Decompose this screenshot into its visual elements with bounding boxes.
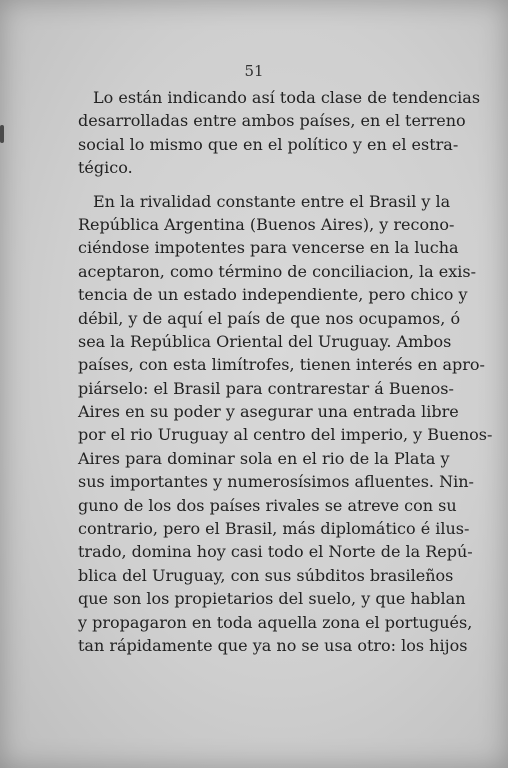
margin-mark bbox=[0, 125, 4, 143]
text-line: por el rio Uruguay al centro del imperio, y Buenos- bbox=[78, 425, 493, 445]
text-line: trado, domina hoy casi todo el Norte de la Repú- bbox=[78, 542, 473, 562]
text-line: Aires en su poder y asegurar una entrada libre bbox=[78, 402, 459, 422]
text-line: tencia de un estado independiente, pero chico y bbox=[78, 285, 468, 305]
text-line: piárselo: el Brasil para contrarestar á Buenos- bbox=[78, 378, 454, 398]
page-number: 51 bbox=[244, 62, 264, 80]
text-line: Aires para dominar sola en el rio de la Plata y bbox=[78, 448, 450, 468]
text-line: países, con esta limítrofes, tienen interés en apro- bbox=[78, 355, 485, 375]
text-line: contrario, pero el Brasil, más diplomático é ilus- bbox=[78, 519, 470, 539]
text-line: Lo están indicando así toda clase de tendencias bbox=[93, 88, 481, 107]
text-line: República Argentina (Buenos Aires), y recono- bbox=[78, 214, 455, 234]
text-line: blica del Uruguay, con sus súbditos brasileños bbox=[78, 565, 454, 585]
text-line: guno de los dos países rivales se atreve con su bbox=[78, 495, 457, 515]
text-line: sus importantes y numerosísimos afluentes. Nin- bbox=[78, 472, 474, 492]
paragraph-gap bbox=[78, 180, 416, 190]
text-line: tan rápidamente que ya no se usa otro: los hijos bbox=[78, 635, 468, 655]
text-line: tégico. bbox=[78, 158, 133, 178]
text-line: sea la República Oriental del Uruguay. Ambos bbox=[78, 331, 452, 351]
text-line: En la rivalidad constante entre el Brasil y la bbox=[93, 191, 451, 211]
text-line: ciéndose impotentes para vencerse en la lucha bbox=[78, 238, 459, 258]
text-line: que son los propietarios del suelo, y que hablan bbox=[78, 589, 466, 609]
body-text bbox=[78, 86, 493, 657]
text-line: social lo mismo que en el político y en el estra- bbox=[78, 134, 459, 154]
text-line: aceptaron, como término de conciliacion, la exis- bbox=[78, 261, 476, 281]
text-line: y propagaron en toda aquella zona el portugués, bbox=[78, 612, 473, 632]
text-line: débil, y de aquí el país de que nos ocupamos, ó bbox=[78, 308, 461, 328]
text-line: desarrolladas entre ambos países, en el terreno bbox=[78, 111, 466, 131]
